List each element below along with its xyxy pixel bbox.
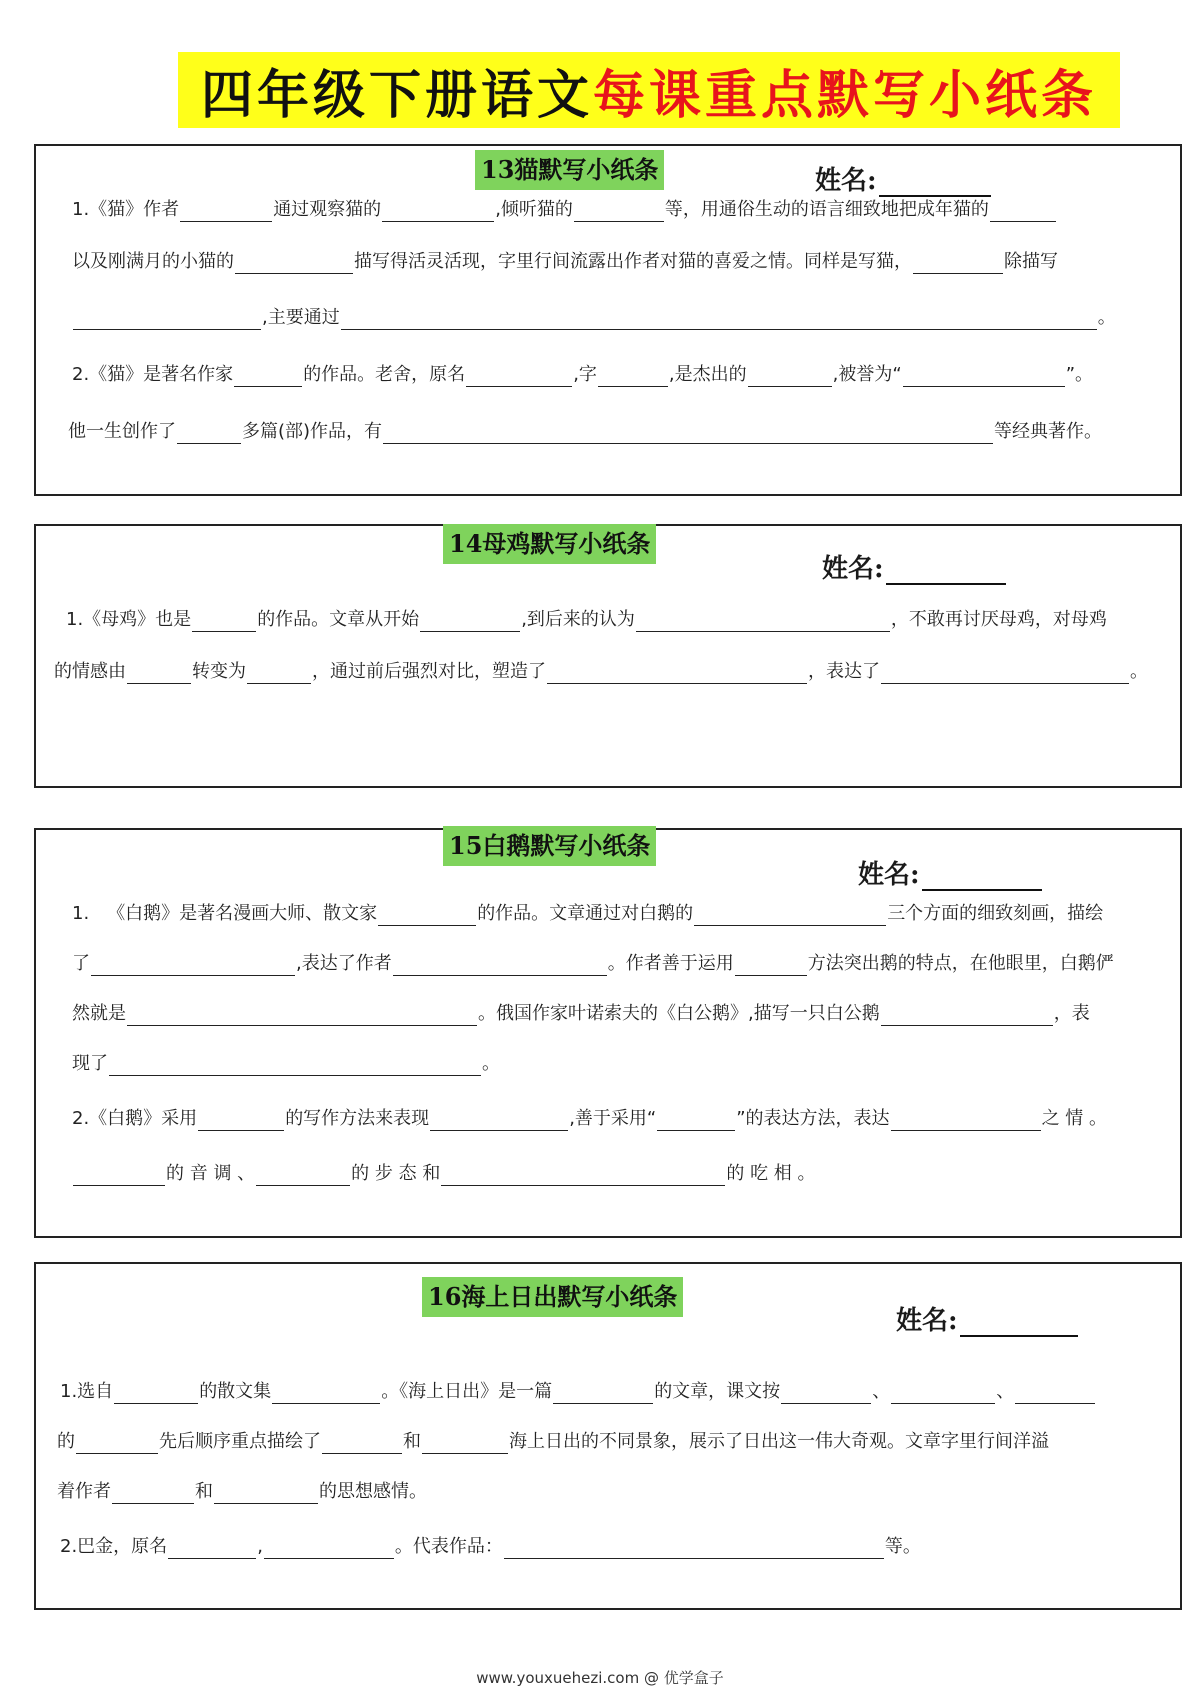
answer-blank[interactable] [553, 1383, 653, 1404]
text-segment: 《白鹅》是著名漫画大师、散文家 [107, 903, 378, 924]
name-label: 姓名: [858, 860, 920, 890]
answer-blank[interactable] [430, 1110, 568, 1131]
name-input[interactable] [922, 865, 1042, 891]
answer-blank[interactable] [881, 663, 1129, 684]
answer-blank[interactable] [735, 955, 807, 976]
answer-blank[interactable] [881, 1005, 1053, 1026]
name-label: 姓名: [896, 1306, 958, 1336]
text-segment: ”。 [1065, 364, 1094, 385]
text-segment: 、 [996, 1381, 1015, 1402]
text-segment: 海上日出的不同景象，展示了日出这一伟大奇观。文章字里行间洋溢 [509, 1431, 1049, 1452]
question-line [57, 1480, 427, 1504]
text-segment: 着作者 [57, 1481, 111, 1502]
text-segment: 转变为 [192, 661, 246, 682]
text-segment: ，不敢再讨厌母鸡，对母鸡 [890, 609, 1107, 630]
answer-blank[interactable] [891, 1383, 995, 1404]
name-field-goose [858, 854, 1042, 891]
answer-blank[interactable] [322, 1433, 402, 1454]
title-black: 四年级下册语文 [200, 64, 593, 126]
answer-blank[interactable] [441, 1165, 725, 1186]
answer-blank[interactable] [393, 955, 607, 976]
answer-blank[interactable] [383, 423, 993, 444]
answer-blank[interactable] [247, 663, 311, 684]
answer-blank[interactable] [781, 1383, 871, 1404]
answer-blank[interactable] [748, 366, 832, 387]
answer-blank[interactable] [547, 663, 807, 684]
text-segment: 。作者善于运用 [607, 953, 734, 974]
answer-blank[interactable] [598, 366, 668, 387]
answer-blank[interactable] [1015, 1383, 1095, 1404]
text-segment: ,表达了作者 [296, 953, 392, 974]
answer-blank[interactable] [264, 1538, 394, 1559]
text-segment: 的作品。文章从开始 [257, 609, 420, 630]
question-line [72, 1107, 1107, 1131]
text-segment: 通过观察猫的 [273, 199, 382, 220]
text-segment: ,是杰出的 [668, 364, 747, 385]
text-segment: 等经典著作。 [994, 421, 1103, 442]
answer-blank[interactable] [127, 663, 191, 684]
name-label: 姓名: [815, 166, 877, 196]
question-line [72, 306, 1116, 330]
answer-blank[interactable] [466, 366, 572, 387]
answer-blank[interactable] [422, 1433, 508, 1454]
text-segment: 2.《白鹅》采用 [72, 1108, 198, 1129]
footer-watermark: www.youxuehezi.com @ 优学盒子 [476, 1669, 724, 1687]
text-segment: 。代表作品： [394, 1536, 503, 1557]
text-segment: 的写作方法来表现 [285, 1108, 430, 1129]
name-input[interactable] [886, 559, 1006, 585]
question-line [72, 1162, 816, 1186]
question-line [72, 198, 1057, 222]
text-segment: ,字 [573, 364, 597, 385]
text-segment: 的思想感情。 [319, 1481, 427, 1502]
answer-blank[interactable] [192, 611, 256, 632]
text-segment: 。《海上日出》是一篇 [381, 1381, 553, 1402]
text-segment: ,善于采用“ [569, 1108, 657, 1129]
name-input[interactable] [879, 171, 991, 197]
name-field-hen [822, 548, 1006, 585]
question-line [72, 250, 1058, 274]
answer-blank[interactable] [272, 1383, 380, 1404]
answer-blank[interactable] [574, 201, 664, 222]
question-line [72, 902, 1103, 926]
question-line [72, 1002, 1090, 1026]
text-segment: 的 音 调 、 [166, 1163, 256, 1184]
answer-blank[interactable] [341, 309, 1097, 330]
text-segment: 的情感由 [54, 661, 126, 682]
answer-blank[interactable] [112, 1483, 194, 1504]
text-segment: 2.巴金，原名 [60, 1536, 168, 1557]
question-line [72, 1052, 500, 1076]
card-heading-goose: 15白鹅默写小纸条 [443, 826, 656, 866]
name-label: 姓名: [822, 554, 884, 584]
name-input[interactable] [960, 1311, 1078, 1337]
card-heading-hen: 14母鸡默写小纸条 [443, 524, 656, 564]
name-field-cat [815, 160, 991, 197]
text-segment: 多篇(部)作品，有 [242, 421, 383, 442]
answer-blank[interactable] [73, 1165, 165, 1186]
answer-blank[interactable] [694, 905, 886, 926]
text-segment: 的作品。老舍，原名 [303, 364, 466, 385]
answer-blank[interactable] [91, 955, 295, 976]
text-segment: 、 [872, 1381, 891, 1402]
text-segment: ，通过前后强烈对比，塑造了 [312, 661, 546, 682]
text-segment: ，表 [1053, 1003, 1090, 1024]
answer-blank[interactable] [114, 1383, 198, 1404]
card-heading-sunrise: 16海上日出默写小纸条 [422, 1277, 683, 1317]
answer-blank[interactable] [127, 1005, 477, 1026]
question-line [57, 1430, 1049, 1454]
text-segment: 三个方面的细致刻画，描绘 [887, 903, 1104, 924]
text-segment: 的 吃 相 。 [726, 1163, 816, 1184]
text-segment: ,被誉为“ [832, 364, 902, 385]
text-segment: 等。 [884, 1536, 921, 1557]
text-segment: 然就是 [72, 1003, 126, 1024]
text-segment: 1.《猫》作者 [72, 199, 180, 220]
answer-blank[interactable] [109, 1055, 481, 1076]
page-title [178, 52, 1120, 128]
answer-blank[interactable] [913, 253, 1003, 274]
answer-blank[interactable] [214, 1483, 318, 1504]
text-segment: 的散文集 [199, 1381, 272, 1402]
answer-blank[interactable] [504, 1538, 884, 1559]
answer-blank[interactable] [636, 611, 890, 632]
question-line [72, 952, 1114, 976]
text-segment: 1. [72, 903, 90, 924]
text-segment: 的 步 态 和 [351, 1163, 441, 1184]
text-segment: 先后顺序重点描绘了 [159, 1431, 321, 1452]
text-segment: , [257, 1536, 263, 1557]
answer-blank[interactable] [891, 1110, 1041, 1131]
text-segment: ，表达了 [808, 661, 880, 682]
text-segment: 除描写 [1004, 251, 1058, 272]
text-segment: 和 [403, 1431, 421, 1452]
text-segment: 。 [482, 1053, 500, 1074]
text-segment: 了 [72, 953, 90, 974]
text-segment: 以及刚满月的小猫的 [72, 251, 234, 272]
question-line [72, 363, 1093, 387]
answer-blank[interactable] [256, 1165, 350, 1186]
text-segment: 的文章，课文按 [654, 1381, 781, 1402]
answer-blank[interactable] [382, 201, 494, 222]
text-segment: 方法突出鹅的特点，在他眼里，白鹅俨 [807, 953, 1114, 974]
question-line [68, 420, 1102, 444]
text-segment: 。 [1130, 661, 1148, 682]
text-segment: ”的表达方法，表达 [736, 1108, 890, 1129]
question-line [60, 1380, 1096, 1404]
text-segment: 的作品。文章通过对白鹅的 [477, 903, 694, 924]
answer-blank[interactable] [76, 1433, 158, 1454]
answer-blank[interactable] [168, 1538, 256, 1559]
title-red: 每课重点默写小纸条 [593, 64, 1098, 126]
answer-blank[interactable] [990, 201, 1056, 222]
text-segment: 1.《母鸡》也是 [66, 609, 192, 630]
answer-blank[interactable] [903, 366, 1065, 387]
text-segment: 。俄国作家叶诺索夫的《白公鹅》,描写一只白公鹅 [478, 1003, 880, 1024]
answer-blank[interactable] [378, 905, 476, 926]
text-segment: 描写得活灵活现，字里行间流露出作者对猫的喜爱之情。同样是写猫， [354, 251, 912, 272]
card-heading-cat: 13猫默写小纸条 [475, 150, 664, 190]
text-segment: 他一生创作了 [68, 421, 176, 442]
question-line [54, 660, 1148, 684]
text-segment: ,到后来的认为 [521, 609, 635, 630]
answer-blank[interactable] [180, 201, 272, 222]
answer-blank[interactable] [420, 611, 520, 632]
question-line [66, 608, 1107, 632]
question-line [60, 1535, 921, 1559]
text-segment: 1.选自 [60, 1381, 114, 1402]
name-field-sunrise [896, 1300, 1078, 1337]
text-segment: ,主要通过 [262, 307, 340, 328]
text-segment: 的 [57, 1431, 75, 1452]
text-segment: 等，用通俗生动的语言细致地把成年猫的 [664, 199, 989, 220]
answer-blank[interactable] [198, 1110, 284, 1131]
text-segment: ,倾听猫的 [495, 199, 573, 220]
answer-blank[interactable] [73, 309, 261, 330]
answer-blank[interactable] [235, 253, 353, 274]
text-segment: 之 情 。 [1041, 1108, 1108, 1129]
answer-blank[interactable] [657, 1110, 735, 1131]
text-segment: 和 [195, 1481, 213, 1502]
text-segment: 现了 [72, 1053, 108, 1074]
answer-blank[interactable] [177, 423, 241, 444]
text-segment: 。 [1097, 307, 1116, 328]
text-segment: 2.《猫》是著名作家 [72, 364, 234, 385]
answer-blank[interactable] [234, 366, 302, 387]
